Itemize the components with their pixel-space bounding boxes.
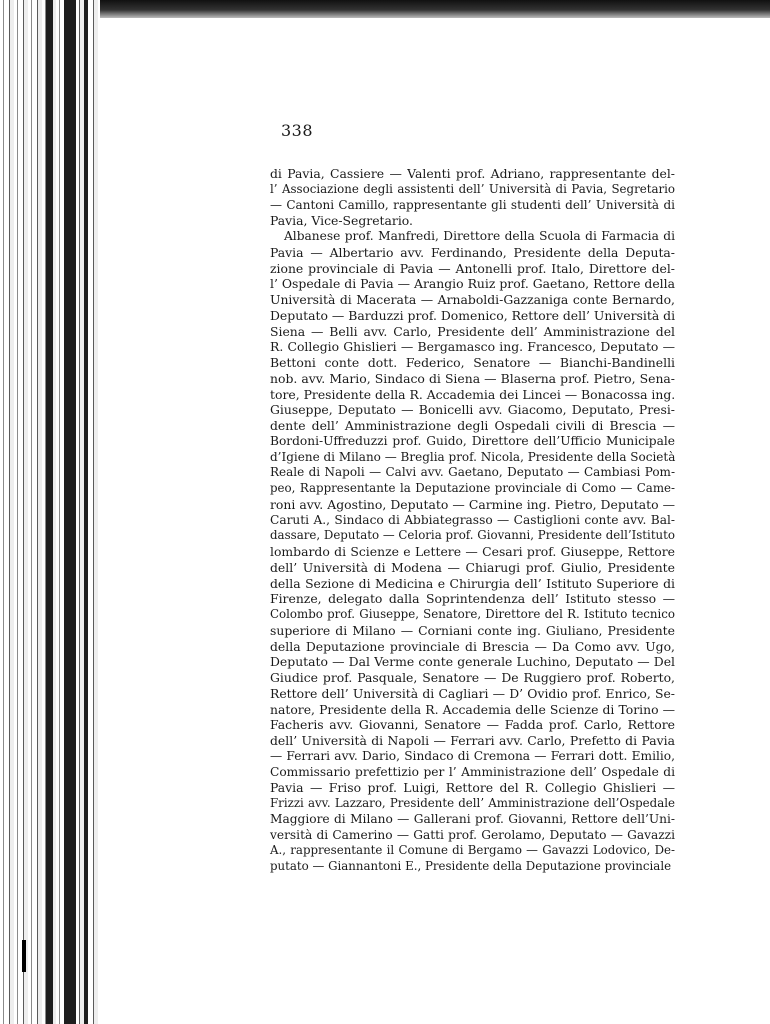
- text-line: Colombo prof. Giuseppe, Senatore, Direttore del R. Istituto tecnico: [270, 607, 675, 621]
- text-line: Firenze, delegato dalla Soprintendenza dell’ Istituto stesso —: [270, 591, 675, 607]
- text-line: Reale di Napoli — Calvi avv. Gaetano, Deputato — Cambiasi Pom-: [270, 465, 675, 480]
- text-line: A., rappresentante il Comune di Bergamo — Gavazzi Lodovico, De-: [270, 843, 675, 858]
- text-line: Caruti A., Sindaco di Abbiategrasso — Castiglioni conte avv. Bal-: [270, 512, 675, 527]
- book-binding: [0, 0, 100, 1024]
- text-line: di Pavia, Cassiere — Valenti prof. Adriano, rappresentante del-: [270, 166, 675, 181]
- text-line: Deputato — Dal Verme conte generale Luchino, Deputato — Del: [270, 654, 675, 670]
- text-line: Bettoni conte dott. Federico, Senatore — Bianchi-Bandinelli: [270, 355, 675, 370]
- text-line: superiore di Milano — Corniani conte ing. Giuliano, Presidente: [270, 622, 675, 638]
- text-line: Facheris avv. Giovanni, Senatore — Fadda prof. Carlo, Rettore: [270, 717, 675, 733]
- text-line: Giudice prof. Pasquale, Senatore — De Ruggiero prof. Roberto,: [270, 670, 675, 685]
- text-line: — Cantoni Camillo, rappresentante gli studenti dell’ Università di: [270, 197, 675, 212]
- text-line: versità di Camerino — Gatti prof. Gerolamo, Deputato — Gavazzi: [270, 827, 675, 842]
- text-line: roni avv. Agostino, Deputato — Carmine ing. Pietro, Deputato —: [270, 496, 675, 512]
- page-number: 338: [281, 121, 314, 140]
- text-line: l’ Associazione degli assistenti dell’ Università di Pavia, Segretario: [270, 181, 675, 196]
- text-line: lombardo di Scienze e Lettere — Cesari prof. Giuseppe, Rettore: [270, 544, 675, 559]
- text-line: Università di Macerata — Arnaboldi-Gazzaniga conte Bernardo,: [270, 292, 675, 307]
- body-text: [270, 166, 675, 875]
- text-line: della Deputazione provinciale di Brescia — Da Como avv. Ugo,: [270, 638, 675, 654]
- text-line: putato — Giannantoni E., Presidente della Deputazione provinciale: [270, 859, 672, 873]
- text-line: Pavia, Vice-Segretario.: [270, 213, 413, 229]
- text-line: Frizzi avv. Lazzaro, Presidente dell’ Amministrazione dell’Ospedale: [270, 796, 675, 810]
- text-line: zione provinciale di Pavia — Antonelli prof. Italo, Direttore del-: [270, 260, 675, 276]
- binding-stripe: [64, 0, 76, 1024]
- text-line: dassare, Deputato — Celoria prof. Giovanni, Presidente dell’Istituto: [270, 528, 675, 543]
- text-line: Giuseppe, Deputato — Bonicelli avv. Giacomo, Deputato, Presi-: [270, 402, 675, 418]
- text-line: Pavia — Albertario avv. Ferdinando, Presidente della Deputa-: [270, 244, 675, 260]
- text-line: Bordoni-Uffreduzzi prof. Guido, Direttore dell’Ufficio Municipale: [270, 433, 675, 448]
- text-line: della Sezione di Medicina e Chirurgia dell’ Istituto Superiore di: [270, 575, 675, 591]
- text-line: nob. avv. Mario, Sindaco di Siena — Blaserna prof. Pietro, Sena-: [270, 370, 675, 386]
- text-line: Deputato — Barduzzi prof. Domenico, Rettore dell’ Università di: [270, 307, 676, 323]
- text-line: Rettore dell’ Università di Cagliari — D’ Ovidio prof. Enrico, Se-: [270, 685, 675, 701]
- text-line: — Ferrari avv. Dario, Sindaco di Cremona — Ferrari dott. Emilio,: [270, 748, 675, 763]
- text-line: Maggiore di Milano — Gallerani prof. Giovanni, Rettore dell’Uni-: [270, 811, 675, 826]
- text-line: l’ Ospedale di Pavia — Arangio Ruiz prof. Gaetano, Rettore della: [270, 276, 675, 292]
- binding-stripe: [46, 0, 53, 1024]
- text-line: peo, Rappresentante la Deputazione provinciale di Como — Came-: [270, 481, 675, 495]
- text-line: Siena — Belli avv. Carlo, Presidente dell’ Amministrazione del: [270, 323, 675, 339]
- text-line: dente dell’ Amministrazione degli Ospedali civili di Brescia —: [270, 418, 675, 433]
- text-line: natore, Presidente della R. Accademia delle Scienze di Torino —: [270, 701, 675, 717]
- binding-mark: [22, 940, 26, 972]
- text-line: tore, Presidente della R. Accademia dei Lincei — Bonacossa ing.: [270, 386, 676, 402]
- text-line: dell’ Università di Modena — Chiarugi prof. Giulio, Presidente: [270, 559, 675, 575]
- scan-top-edge: [0, 0, 770, 18]
- text-line: Albanese prof. Manfredi, Direttore della Scuola di Farmacia di: [284, 229, 675, 243]
- binding-stripe: [84, 0, 88, 1024]
- text-line: d’Igiene di Milano — Breglia prof. Nicola, Presidente della Società: [270, 449, 676, 464]
- text-line: Pavia — Friso prof. Luigi, Rettore del R. Collegio Ghislieri —: [270, 780, 675, 796]
- text-line: Commissario prefettizio per l’ Amministrazione dell’ Ospedale di: [270, 764, 675, 779]
- text-line: R. Collegio Ghislieri — Bergamasco ing. Francesco, Deputato —: [270, 339, 675, 355]
- text-line: dell’ Università di Napoli — Ferrari avv. Carlo, Prefetto di Pavia: [270, 733, 675, 748]
